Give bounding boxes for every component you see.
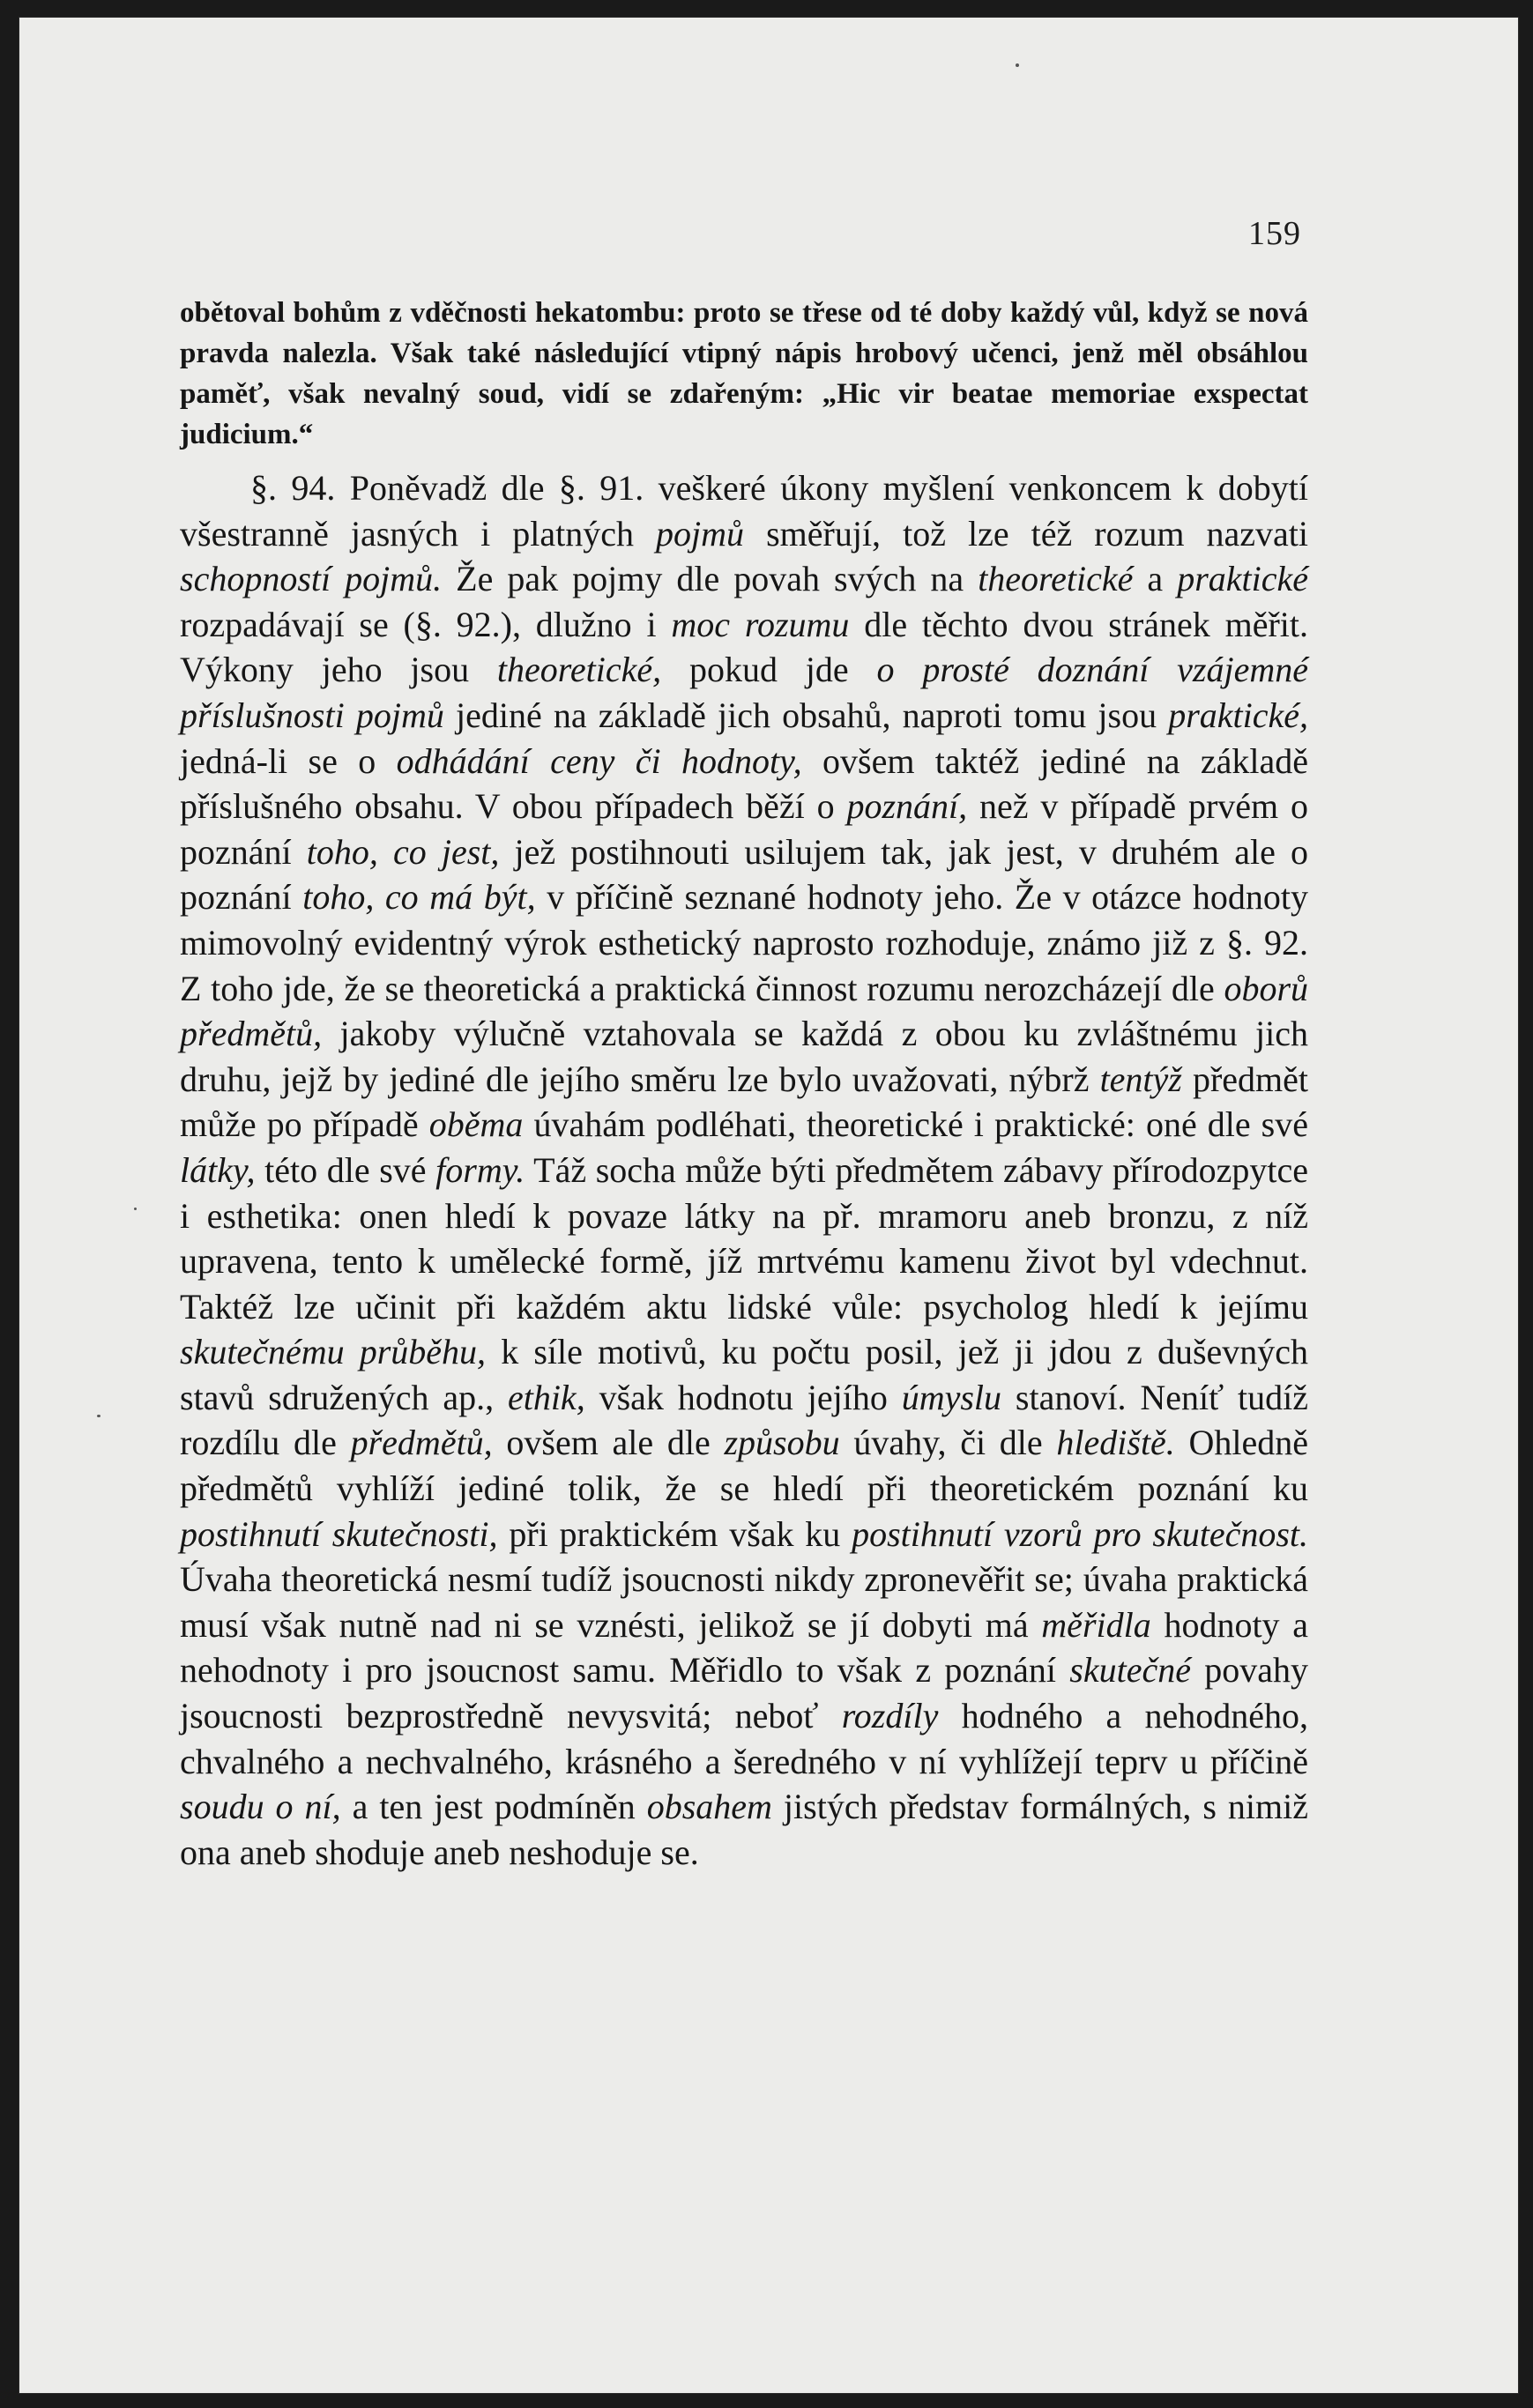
emphasis: rozdíly xyxy=(841,1696,939,1736)
emphasis: toho, co má být, xyxy=(302,877,536,918)
text-run: však hodnotu jejího xyxy=(599,1377,888,1417)
emphasis: postihnutí vzorů pro skutečnost. xyxy=(852,1513,1309,1554)
book-page xyxy=(19,18,1518,2393)
emphasis: praktické xyxy=(1177,559,1309,599)
text-run: jakoby výlučně vztahovala se každá z obou ku zvláštnému jich druhu, jejž by jediné dle jejího směru lze bylo uvažovati, nýbrž xyxy=(180,1014,1309,1099)
emphasis: tentýž xyxy=(1099,1059,1182,1099)
intro-paragraph xyxy=(180,293,1308,455)
emphasis: toho, co jest, xyxy=(306,831,500,872)
emphasis: postihnutí skutečnosti, xyxy=(180,1513,498,1554)
text-run: této dle své xyxy=(264,1149,427,1190)
text-run: Úvaha theoretická nesmí tudíž jsoucnosti nikdy zpronevěřit se; úvaha praktická musí však nutně nad ni se vznésti, jelikož se jí dobyti má xyxy=(180,1559,1308,1645)
text-run: jedná-li se o xyxy=(180,740,376,781)
emphasis: moc rozumu xyxy=(671,604,850,644)
text-run: pokud jde xyxy=(688,650,849,690)
text-run: Ohledně předmětů vyhlíží jediné tolik, že se hledí při theoretickém poznání ku xyxy=(180,1423,1309,1509)
text-run: a xyxy=(1147,559,1164,599)
text-run: hodného a nehodného, chvalného a nechvalného, krásného a šeredného v ní vyhlížejí teprv u příčině xyxy=(180,1696,1309,1781)
text-run: jistých představ formálných, s nimiž ona aneb shoduje aneb neshoduje se. xyxy=(180,1787,1309,1872)
emphasis: pojmů xyxy=(656,513,745,554)
emphasis: látky, xyxy=(180,1149,256,1190)
section-94 xyxy=(180,465,1308,1875)
text-run: ovšem ale dle xyxy=(506,1423,711,1463)
paper-speck xyxy=(1016,63,1019,67)
page-number: 159 xyxy=(1248,215,1301,252)
text-run: rozpadávají se (§. 92.), dlužno i xyxy=(180,604,657,644)
text-run: §. 94. Poněvadž dle §. 91. veškeré úkony myšlení venkoncem k dobytí všestranně jasných i platných xyxy=(180,468,1308,554)
emphasis: způsobu xyxy=(724,1423,840,1463)
emphasis: o prosté doznání vzájemné příslušnosti pojmů xyxy=(180,650,1308,735)
emphasis: schopností pojmů. xyxy=(180,559,443,599)
emphasis: skutečné xyxy=(1069,1650,1191,1691)
emphasis: měřidla xyxy=(1041,1604,1151,1645)
text-run: jež postihnouti usilujem tak, jak jest, v druhém ale o poznání xyxy=(180,831,1309,918)
emphasis: poznání, xyxy=(846,786,968,827)
text-run: úvahy, či dle xyxy=(853,1423,1043,1463)
text-run: povahy jsoucnosti bezprostředně nevysvitá; neboť xyxy=(180,1650,1309,1736)
emphasis: úmyslu xyxy=(901,1377,1002,1417)
paper-speck xyxy=(134,1208,137,1210)
emphasis: ethik, xyxy=(507,1377,585,1417)
text-run: při praktickém však ku xyxy=(509,1513,841,1554)
emphasis: obsahem xyxy=(646,1787,772,1827)
text-run: úvahám podléhati, theoretické i praktické: oné dle své xyxy=(533,1104,1309,1145)
emphasis: theoretické xyxy=(978,559,1134,599)
paper-speck xyxy=(97,1415,100,1417)
text-run: směřují, tož lze též rozum nazvati xyxy=(766,513,1309,554)
intro-text: obětoval bohům z vděčnosti hekatombu: proto se třese od té doby každý vůl, když se nová pravda nalezla. Však také následující vtipný nápis hrobový učenci, jenž měl obsáhlou paměť, však nevalný soud, vidí se zdařeným: „Hic vir beatae memoriae exspectat judicium.“ xyxy=(180,297,1308,450)
section-94-paragraph xyxy=(180,465,1308,1875)
text-run: Že pak pojmy dle povah svých na xyxy=(456,559,964,599)
emphasis: theoretické, xyxy=(496,650,662,690)
text-run: k síle motivů, ku počtu posil, jež ji jdou z duševných stavů sdružených ap., xyxy=(180,1332,1309,1417)
emphasis: formy. xyxy=(435,1149,525,1190)
emphasis: oběma xyxy=(428,1104,524,1145)
text-run: dle těchto dvou stránek měřit. Výkony jeho jsou xyxy=(180,604,1309,690)
emphasis: hlediště. xyxy=(1056,1423,1175,1463)
emphasis: předmětů, xyxy=(350,1423,493,1463)
emphasis: oborů předmětů, xyxy=(180,968,1309,1054)
text-run: jediné na základě jich obsahů, naproti tomu jsou xyxy=(456,695,1157,735)
text-run: v příčině seznané hodnoty jeho. Že v otázce hodnoty mimovolný evidentný výrok esthetický naprosto rozhoduje, známo již z §. 92. Z toho jde, že se theoretická a praktická činnost rozumu nerozcházejí dle xyxy=(180,877,1309,1008)
emphasis: praktické, xyxy=(1168,695,1309,735)
emphasis: soudu o ní, xyxy=(180,1787,341,1827)
text-run: než v případě prvém o poznání xyxy=(180,786,1309,872)
emphasis: skutečnému průběhu, xyxy=(180,1332,487,1372)
page-text xyxy=(180,293,1308,1875)
text-run: a ten jest podmíněn xyxy=(352,1787,636,1827)
text-run: hodnoty a nehodnoty i pro jsoucnost samu. Měřidlo to však z poznání xyxy=(180,1604,1308,1691)
text-run: předmět může po případě xyxy=(180,1059,1309,1145)
emphasis: odhádání ceny či hodnoty, xyxy=(396,740,802,781)
text-run: ovšem taktéž jediné na základě příslušného obsahu. V obou případech běží o xyxy=(180,740,1309,827)
text-run: Táž socha může býti předmětem zábavy přírodozpytce i esthetika: onen hledí k povaze látky na př. mramoru aneb bronzu, z níž upravena, tento k umělecké formě, jíž mrtvému kamenu život byl vdechnut. Taktéž lze učinit při každém aktu lidské vůle: psycholog hledí k jejímu xyxy=(180,1149,1308,1327)
text-run: stanoví. Neníť tudíž rozdílu dle xyxy=(180,1377,1309,1463)
